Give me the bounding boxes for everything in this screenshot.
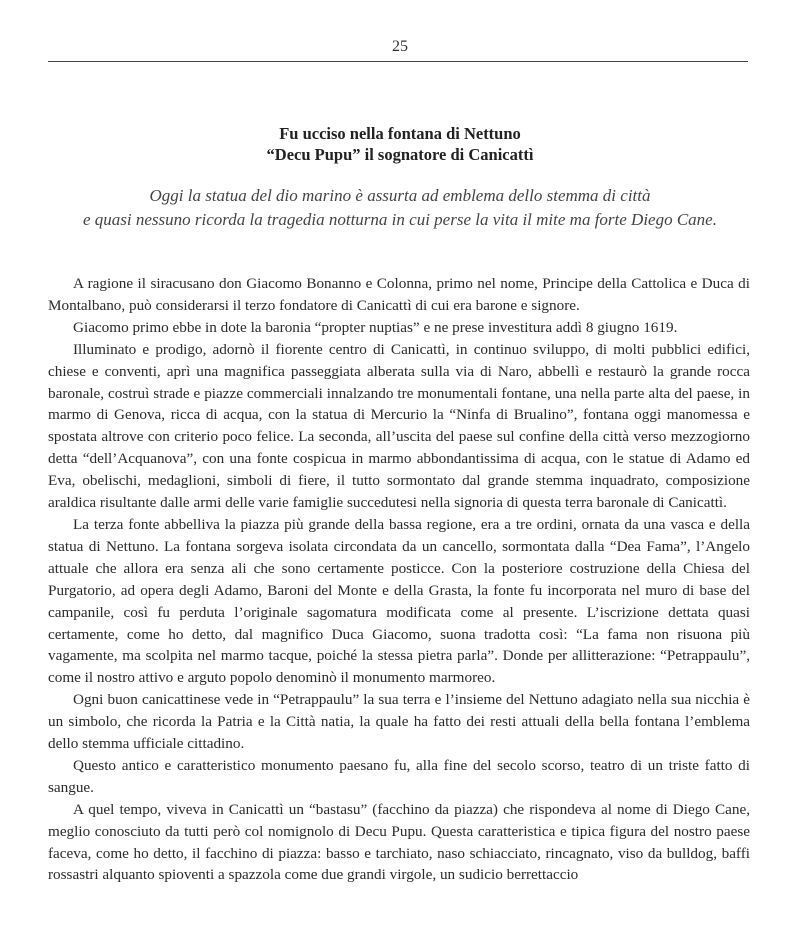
- header-rule: [48, 61, 748, 62]
- article-body: [48, 273, 750, 886]
- paragraph: Ogni buon canicattinese vede in “Petrappaulu” la sua terra e l’insieme del Nettuno adagiato nella sua nicchia è un simbolo, che ricorda la Patria e la Città natia, la quale ha fatto dei resti attuali della bella fontana l’emblema dello stemma ufficiale cittadino.: [48, 691, 750, 753]
- paragraph: Illuminato e prodigo, adornò il fiorente centro di Canicattì, in continuo sviluppo, di molti pubblici edifici, chiese e conventi, aprì una magnifica passeggiata alberata sulla via di Naro, abbellì e restaurò la grande rocca baronale, costruì strade e piazze commerciali innalzando tre monumentali fontane, una nella parte alta del paese, in marmo di Genova, ricca di acqua, con la statua di Mercurio la “Ninfa di Brualino”, fontana oggi manomessa e spostata altrove con criterio poco felice. La seconda, all’uscita del paese sul confine della città verso mezzogiorno detta “dell’Acquanova”, con una fonte cospicua in marmo abbondantissima di acqua, con le statue di Adamo ed Eva, obelischi, medaglioni, simboli di fiere, il tutto sormontato dal grande stemma inquadrato, composizione araldica risultante dalle armi delle varie famiglie succedutesi nella signoria di questa terra baronale di Canicattì.: [48, 340, 750, 512]
- article-subtitle: [0, 184, 800, 232]
- paragraph: A ragione il siracusano don Giacomo Bonanno e Colonna, primo nel nome, Principe della Cattolica e Duca di Montalbano, può considerarsi il terzo fondatore di Canicattì di cui era barone e signore.: [48, 275, 750, 314]
- page-number: 25: [392, 38, 408, 55]
- paragraph: La terza fonte abbelliva la piazza più grande della bassa regione, era a tre ordini, ornata da una vasca e della statua di Nettuno. La fontana sorgeva isolata circondata da un cancello, sormontata dalla “Dea Fama”, l’Angelo attuale che allora era senza ali che sono certamente posticce. Con la posteriore costruzione della Chiesa del Purgatorio, ad opera degli Adamo, Baroni del Monte e della Grasta, la fonte fu incorporata nel muro di base del campanile, così fu perduta l’originale sagomatura modificata come al presente. L’iscrizione dettata quasi certamente, come ho detto, dal magnifico Duca Giacomo, suona tradotta così: “La fama non risuona più vagamente, ma scolpita nel marmo tacque, poiché la stessa pietra parla”. Donde per allitterazione: “Petrappaulu”, come il nostro attivo e arguto popolo denominò il monumento marmoreo.: [48, 515, 750, 687]
- subtitle-line-2: e quasi nessuno ricorda la tragedia notturna in cui perse la vita il mite ma forte Diego Cane.: [83, 210, 717, 229]
- title-line-1: Fu ucciso nella fontana di Nettuno: [279, 124, 521, 143]
- title-line-2: “Decu Pupu” il sognatore di Canicattì: [266, 145, 534, 164]
- article-title: [0, 123, 800, 165]
- subtitle-line-1: Oggi la statua del dio marino è assurta ad emblema dello stemma di città: [149, 186, 651, 205]
- paragraph: A quel tempo, viveva in Canicattì un “bastasu” (facchino da piazza) che rispondeva al nome di Diego Cane, meglio conosciuto da tutti però col nomignolo di Decu Pupu. Questa caratteristica e tipica figura del nostro paese faceva, come ho detto, il facchino di piazza: basso e tarchiato, naso schiacciato, rincagnato, viso da bulldog, baffi rossastri alquanto spioventi a spazzola come due grandi virgole, un sudicio berrettaccio: [48, 800, 750, 884]
- paragraph: Giacomo primo ebbe in dote la baronia “propter nuptias” e ne prese investitura addì 8 giugno 1619.: [73, 318, 678, 336]
- paragraph: Questo antico e caratteristico monumento paesano fu, alla fine del secolo scorso, teatro di un triste fatto di sangue.: [48, 756, 750, 796]
